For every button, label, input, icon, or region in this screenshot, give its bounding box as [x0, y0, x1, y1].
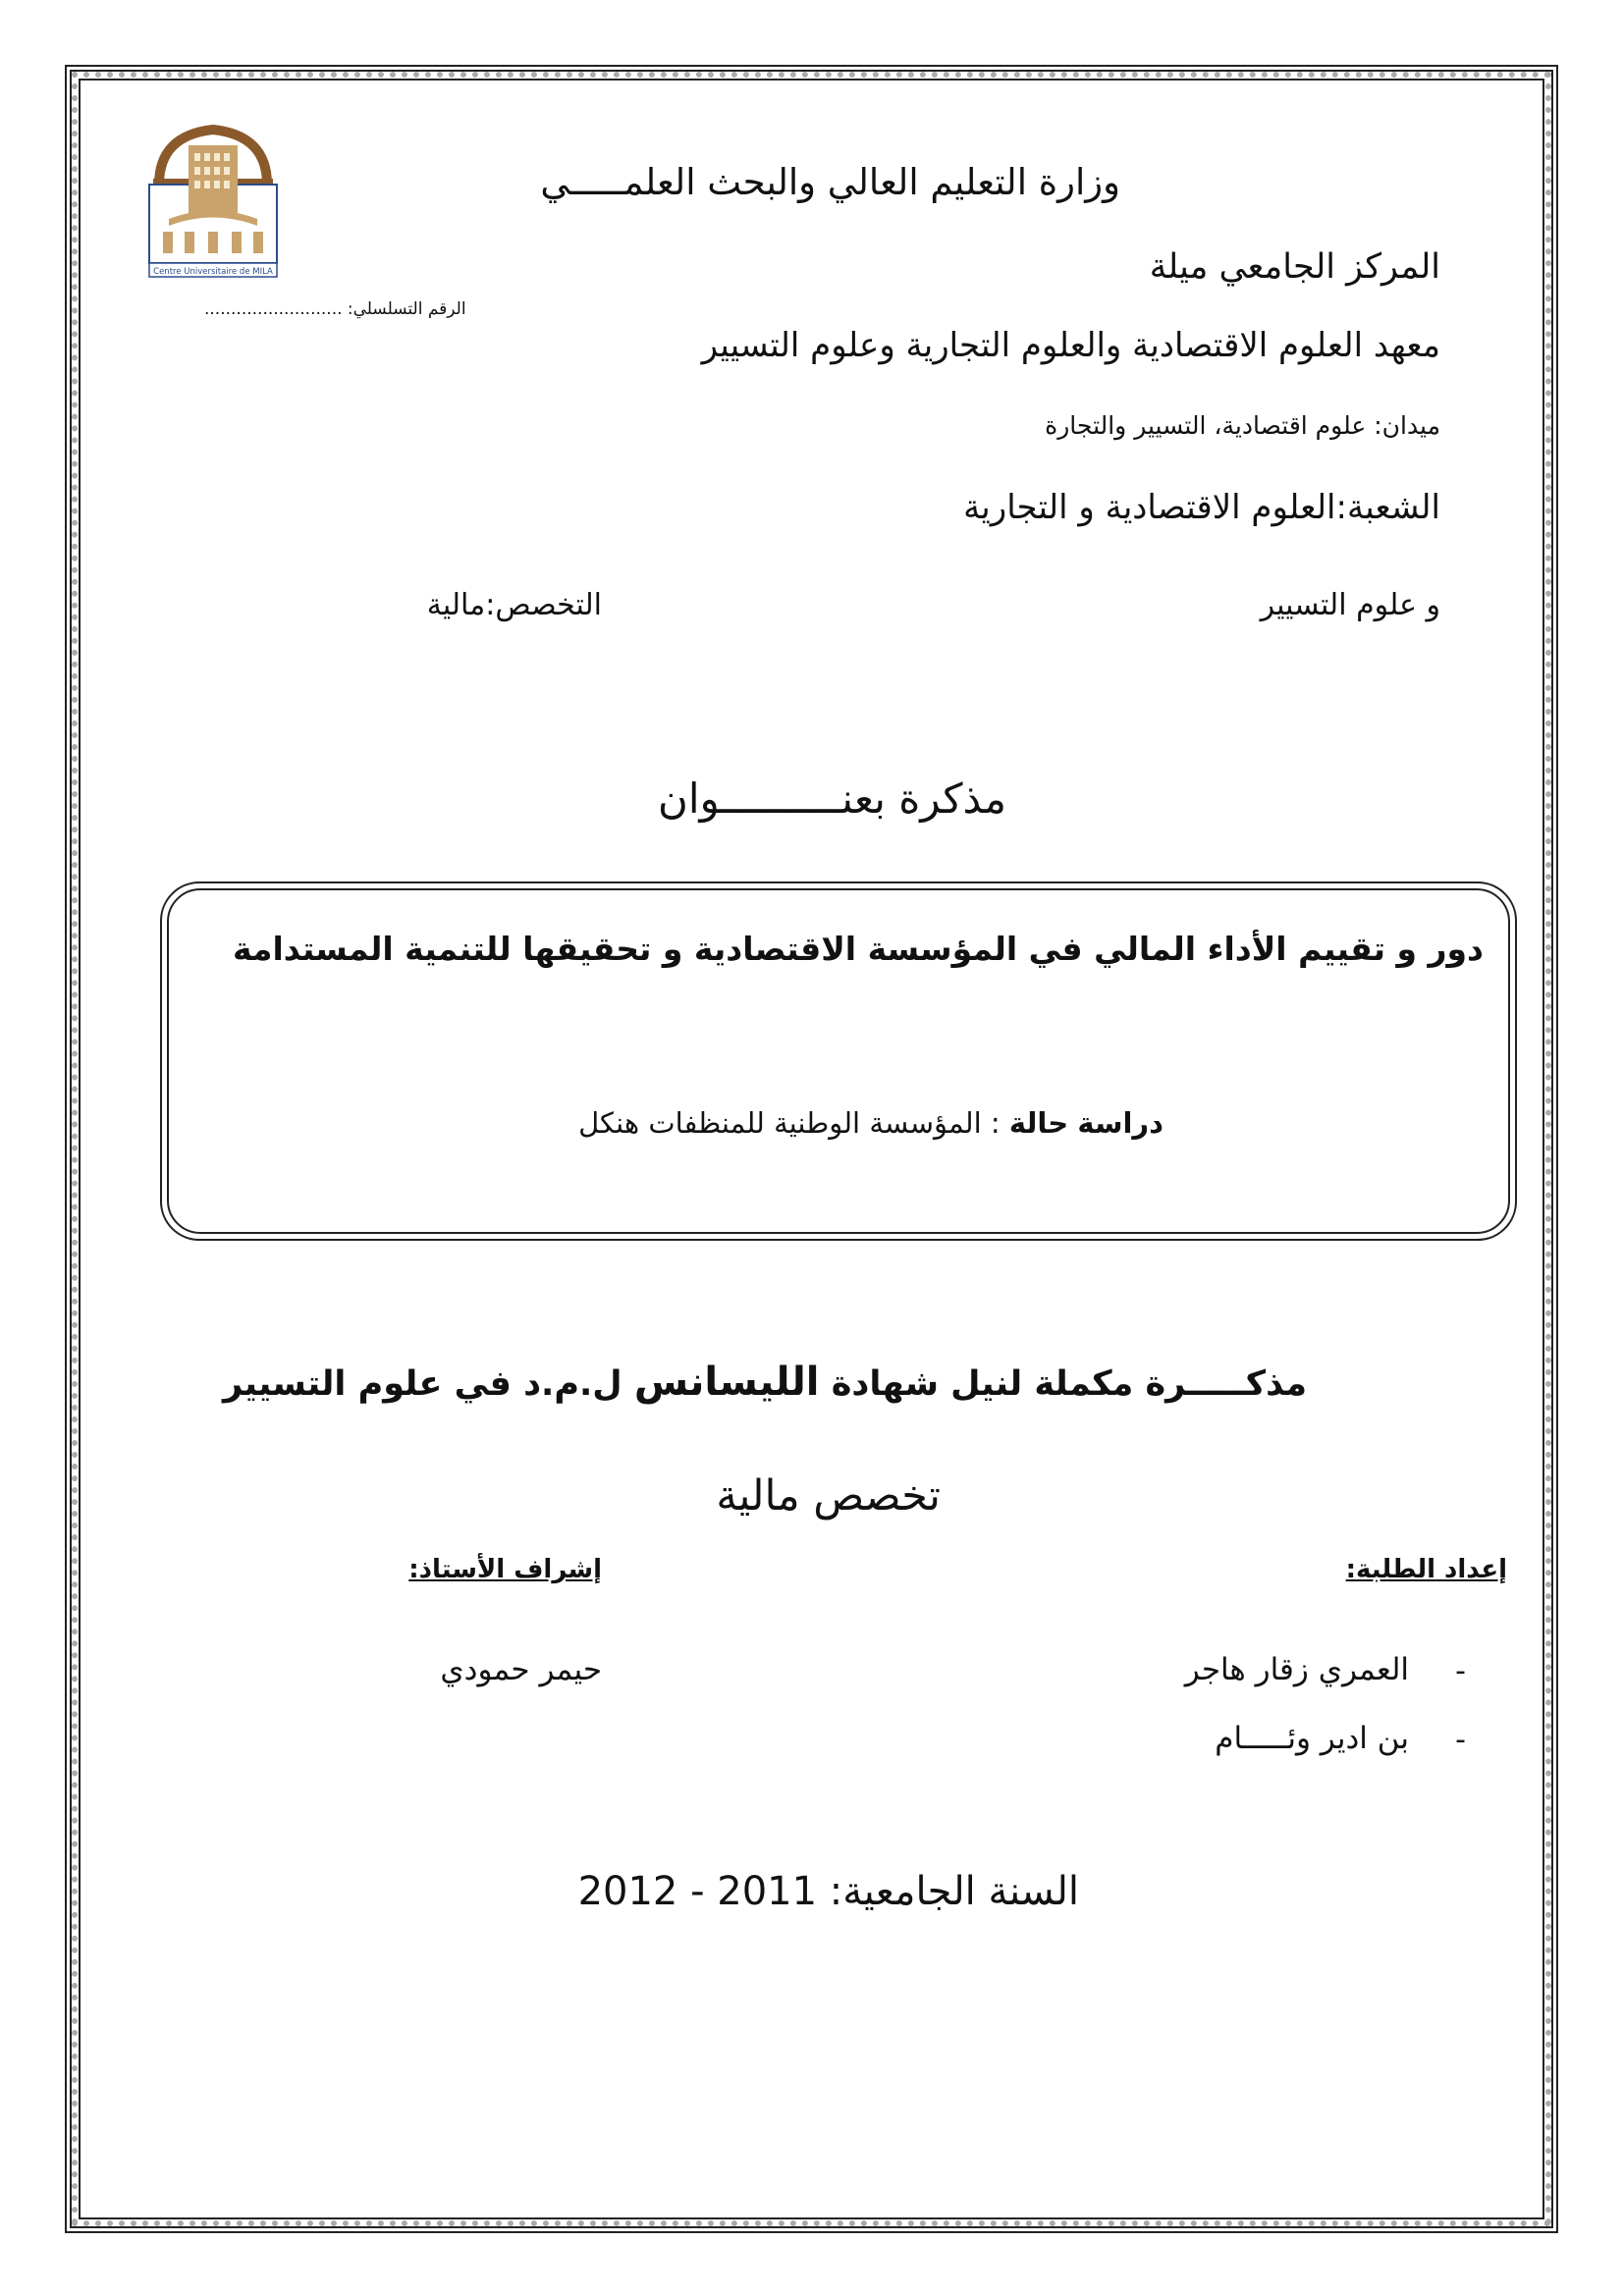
major-line: تخصص مالية [716, 1471, 941, 1521]
serial-number-label: الرقم التسلسلي: .......................... [204, 299, 466, 319]
degree-line-c: ل.م.د في علوم التسيير [223, 1364, 622, 1404]
prepared-by-label: إعداد الطلبة: [1345, 1555, 1507, 1584]
student-dash-2: - [1455, 1723, 1466, 1757]
student-name-2: بن ادير وئـــــام [1215, 1721, 1409, 1756]
case-word: حالة [1008, 1106, 1069, 1140]
supervisor-label: إشراف الأستاذ: [408, 1555, 602, 1584]
degree-line [223, 1360, 1307, 1405]
university-logo [139, 116, 287, 281]
memo-heading: مذكرة بعنــــــــــوان [658, 774, 1006, 823]
ministry-title: وزارة التعليم العالي والبحث العلمـــــي [540, 161, 1120, 203]
student-name-1: العمري زقار هاجر [1184, 1652, 1409, 1687]
case-study-word: دراسة [1077, 1106, 1163, 1140]
case-study-line [578, 1107, 1163, 1140]
degree-line-b: الليسانس [633, 1360, 820, 1405]
field-line: ميدان: علوم اقتصادية، التسيير والتجارة [1045, 411, 1440, 440]
logo-caption: Centre Universitaire de MILA [153, 267, 273, 277]
academic-year: السنة الجامعية: 2011 - 2012 [577, 1869, 1079, 1914]
degree-line-a: مذكـــــرة مكملة لنيل شهادة [831, 1364, 1307, 1404]
institute-name: معهد العلوم الاقتصادية والعلوم التجارية وعلوم التسيير [701, 326, 1440, 365]
branch-continuation: و علوم التسيير [1260, 588, 1440, 622]
student-dash-1: - [1455, 1654, 1466, 1688]
thesis-title: دور و تقييم الأداء المالي في المؤسسة الاقتصادية و تحقيقها للتنمية المستدامة [233, 930, 1484, 968]
university-center: المركز الجامعي ميلة [1149, 247, 1440, 287]
branch-line: الشعبة:العلوم الاقتصادية و التجارية [963, 488, 1440, 527]
supervisor-name: حيمر حمودي [440, 1652, 602, 1687]
case-study-company: : المؤسسة الوطنية للمنظفات هنكل [578, 1106, 1001, 1140]
specialty-line: التخصص:مالية [426, 588, 602, 622]
